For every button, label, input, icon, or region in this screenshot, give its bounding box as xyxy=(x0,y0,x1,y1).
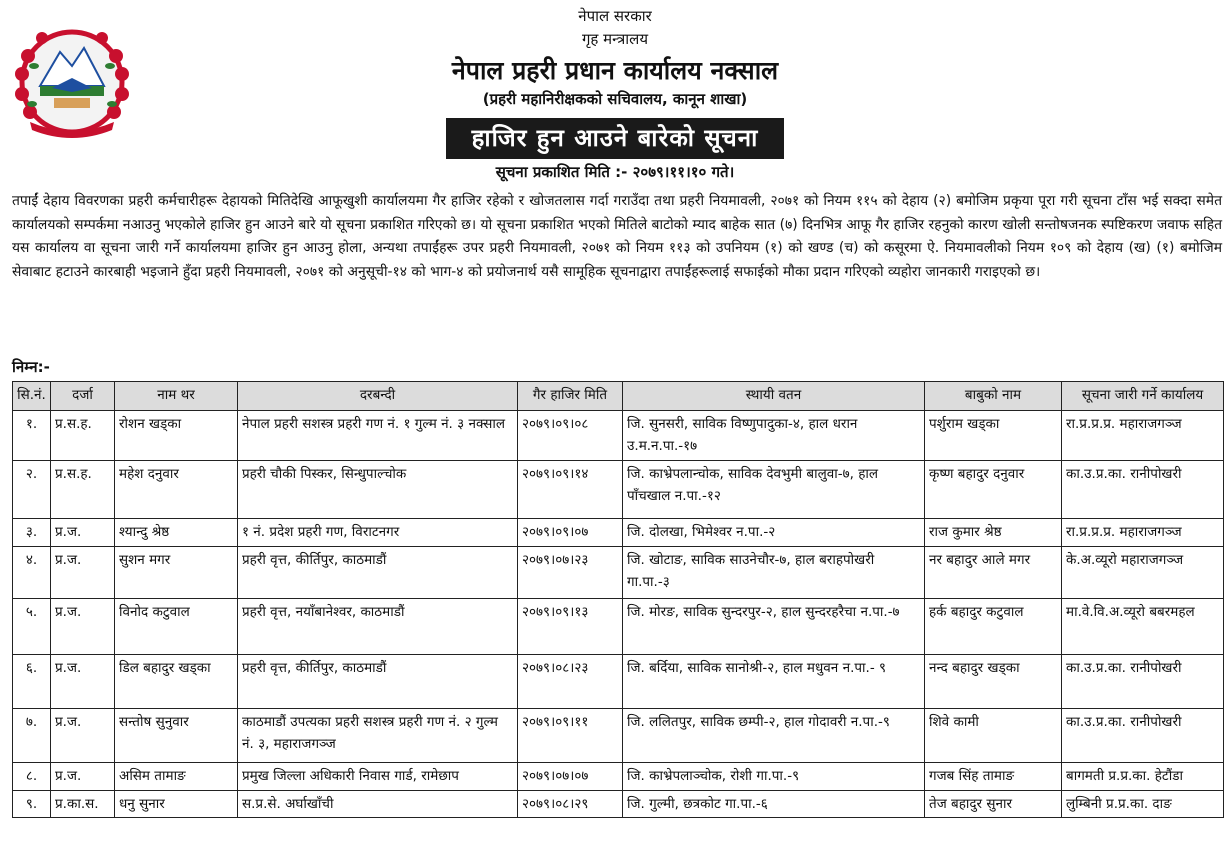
table-row xyxy=(13,461,1224,519)
cell-address: जि. सुनसरी, साविक विष्णुपादुका-४, हाल धरान उ.म.न.पा.-१७ xyxy=(623,411,925,461)
notice-body xyxy=(12,190,1222,284)
col-issuing-office: सूचना जारी गर्ने कार्यालय xyxy=(1062,382,1224,411)
cell-serial: ९. xyxy=(13,791,51,818)
cell-serial: ७. xyxy=(13,709,51,763)
cell-serial: २. xyxy=(13,461,51,519)
cell-absent-date: २०७९।०९।१३ xyxy=(518,599,623,655)
cell-issuing-office: मा.वे.वि.अ.व्यूरो बबरमहल xyxy=(1062,599,1224,655)
table-row xyxy=(13,547,1224,599)
cell-rank: प्र.ज. xyxy=(51,763,115,791)
cell-absent-date: २०७९।०८।२३ xyxy=(518,655,623,709)
table-row xyxy=(13,655,1224,709)
col-serial: सि.नं. xyxy=(13,382,51,411)
cell-father-name: नन्द बहादुर खड्का xyxy=(925,655,1062,709)
cell-name: महेश दनुवार xyxy=(115,461,238,519)
cell-serial: ८. xyxy=(13,763,51,791)
cell-posting: प्रहरी वृत्त, कीर्तिपुर, काठमाडौं xyxy=(238,547,518,599)
col-rank: दर्जा xyxy=(51,382,115,411)
cell-name: सुशन मगर xyxy=(115,547,238,599)
cell-issuing-office: का.उ.प्र.का. रानीपोखरी xyxy=(1062,655,1224,709)
cell-address: जि. खोटाङ, साविक साउनेचौर-७, हाल बराहपोखरी गा.पा.-३ xyxy=(623,547,925,599)
cell-father-name: तेज बहादुर सुनार xyxy=(925,791,1062,818)
cell-name: श्यान्दु श्रेष्ठ xyxy=(115,519,238,547)
cell-rank: प्र.ज. xyxy=(51,547,115,599)
cell-name: डिल बहादुर खड्का xyxy=(115,655,238,709)
table-row xyxy=(13,411,1224,461)
cell-posting: स.प्र.से. अर्घाखाँची xyxy=(238,791,518,818)
cell-rank: प्र.ज. xyxy=(51,519,115,547)
cell-rank: प्र.ज. xyxy=(51,599,115,655)
ministry-label: गृह मन्त्रालय xyxy=(581,30,649,48)
cell-father-name: हर्क बहादुर कटुवाल xyxy=(925,599,1062,655)
cell-absent-date: २०७९।०९।०८ xyxy=(518,411,623,461)
cell-serial: ५. xyxy=(13,599,51,655)
cell-posting: प्रहरी वृत्त, नयाँबानेश्वर, काठमाडौं xyxy=(238,599,518,655)
cell-address: जि. काभ्रेपलाञ्चोक, रोशी गा.पा.-९ xyxy=(623,763,925,791)
table-row xyxy=(13,763,1224,791)
cell-posting: १ नं. प्रदेश प्रहरी गण, विराटनगर xyxy=(238,519,518,547)
cell-rank: प्र.ज. xyxy=(51,709,115,763)
table-header-row xyxy=(13,382,1224,411)
office-title: नेपाल प्रहरी प्रधान कार्यालय नक्साल xyxy=(451,56,779,85)
table-row xyxy=(13,519,1224,547)
cell-address: जि. दोलखा, भिमेश्वर न.पा.-२ xyxy=(623,519,925,547)
col-father-name: बाबुको नाम xyxy=(925,382,1062,411)
cell-address: जि. ललितपुर, साविक छम्पी-२, हाल गोदावरी न.पा.-९ xyxy=(623,709,925,763)
cell-posting: काठमाडौं उपत्यका प्रहरी सशस्त्र प्रहरी गण नं. २ गुल्म नं. ३, महाराजगञ्ज xyxy=(238,709,518,763)
published-date: सूचना प्रकाशित मिति :- २०७९।११।१० गते। xyxy=(495,163,735,181)
cell-issuing-office: रा.प्र.प्र.प्र. महाराजगञ्ज xyxy=(1062,519,1224,547)
cell-name: असिम तामाङ xyxy=(115,763,238,791)
office-subtitle: (प्रहरी महानिरीक्षकको सचिवालय, कानून शाखा) xyxy=(482,90,748,108)
notice-title: हाजिर हुन आउने बारेको सूचना xyxy=(446,118,785,159)
notice-paragraph: तपाईं देहाय विवरणका प्रहरी कर्मचारीहरू देहायको मितिदेखि आफूखुशी कार्यालयमा गैर हाजिर रहेको र खोजतलास गर्दा गराउँदा तथा प्रहरी नियमावली, २०७१ को नियम ११५ को देहाय (२) बमोजिम प्रकृया पूरा गरी सूचना टाँस भई सक्दा समेत कार्यालयको सम्पर्कमा नआउनु भएकोले हाजिर हुन आउने बारे यो सूचना प्रकाशित गरिएको छ। यो सूचना प्रकाशित भएको मितिले बाटोको म्याद बाहेक सात (७) दिनभित्र आफू गैर हाजिर रहनुको कारण खोली सन्तोषजनक स्पष्टिकरण जवाफ सहित यस कार्यालय वा सूचना जारी गर्ने कार्यालयमा हाजिर हुन आउनु होला, अन्यथा तपाईंहरू उपर प्रहरी नियमावली, २०७१ को नियम ११३ को उपनियम (१) को खण्ड (च) को कसूरमा ऐ. नियमावलीको नियम १०९ को देहाय (ख) (१) बमोजिम सेवाबाट हटाउने कारबाही भइजाने हुँदा प्रहरी नियमावली, २०७१ को अनुसूची-१४ को भाग-४ को प्रयोजनार्थ यसै सामूहिक सूचनाद्वारा तपाईंहरूलाई सफाईको मौका प्रदान गरिएको व्यहोरा जानकारी गराइएको छ। xyxy=(12,193,1222,280)
cell-issuing-office: बागमती प्र.प्र.का. हेटौंडा xyxy=(1062,763,1224,791)
cell-absent-date: २०७९।०९।०७ xyxy=(518,519,623,547)
cell-serial: ४. xyxy=(13,547,51,599)
col-address: स्थायी वतन xyxy=(623,382,925,411)
cell-address: जि. मोरङ, साविक सुन्दरपुर-२, हाल सुन्दरहरैचा न.पा.-७ xyxy=(623,599,925,655)
cell-issuing-office: रा.प्र.प्र.प्र. महाराजगञ्ज xyxy=(1062,411,1224,461)
list-label: निम्न:- xyxy=(12,358,50,376)
cell-absent-date: २०७९।०७।२३ xyxy=(518,547,623,599)
cell-father-name: पर्शुराम खड्का xyxy=(925,411,1062,461)
cell-issuing-office: का.उ.प्र.का. रानीपोखरी xyxy=(1062,709,1224,763)
cell-rank: प्र.स.ह. xyxy=(51,461,115,519)
col-absent-date: गैर हाजिर मिति xyxy=(518,382,623,411)
notice-title-wrap xyxy=(0,118,1230,159)
cell-rank: प्र.स.ह. xyxy=(51,411,115,461)
cell-serial: ३. xyxy=(13,519,51,547)
cell-rank: प्र.का.स. xyxy=(51,791,115,818)
cell-father-name: नर बहादुर आले मगर xyxy=(925,547,1062,599)
cell-posting: प्रहरी चौकी पिस्कर, सिन्धुपाल्चोक xyxy=(238,461,518,519)
cell-issuing-office: लुम्बिनी प्र.प्र.का. दाङ xyxy=(1062,791,1224,818)
table-row xyxy=(13,791,1224,818)
cell-father-name: कृष्ण बहादुर दनुवार xyxy=(925,461,1062,519)
cell-absent-date: २०७९।०८।२९ xyxy=(518,791,623,818)
col-name: नाम थर xyxy=(115,382,238,411)
cell-name: सन्तोष सुनुवार xyxy=(115,709,238,763)
table-row xyxy=(13,709,1224,763)
cell-serial: ६. xyxy=(13,655,51,709)
cell-posting: प्रहरी वृत्त, कीर्तिपुर, काठमाडौं xyxy=(238,655,518,709)
cell-name: धनु सुनार xyxy=(115,791,238,818)
cell-posting: प्रमुख जिल्ला अधिकारी निवास गार्ड, रामेछाप xyxy=(238,763,518,791)
cell-father-name: गजब सिंह तामाङ xyxy=(925,763,1062,791)
government-label: नेपाल सरकार xyxy=(578,7,652,25)
cell-issuing-office: के.अ.व्यूरो महाराजगञ्ज xyxy=(1062,547,1224,599)
cell-rank: प्र.ज. xyxy=(51,655,115,709)
cell-address: जि. बर्दिया, साविक सानोश्री-२, हाल मधुवन न.पा.- ९ xyxy=(623,655,925,709)
cell-father-name: शिवे कामी xyxy=(925,709,1062,763)
table-row xyxy=(13,599,1224,655)
cell-absent-date: २०७९।०७।०७ xyxy=(518,763,623,791)
absentee-table xyxy=(12,381,1224,818)
cell-serial: १. xyxy=(13,411,51,461)
cell-issuing-office: का.उ.प्र.का. रानीपोखरी xyxy=(1062,461,1224,519)
cell-name: रोशन खड्का xyxy=(115,411,238,461)
cell-absent-date: २०७९।०९।१४ xyxy=(518,461,623,519)
cell-address: जि. काभ्रेपलान्चोक, साविक देवभुमी बालुवा-७, हाल पाँचखाल न.पा.-१२ xyxy=(623,461,925,519)
cell-address: जि. गुल्मी, छत्रकोट गा.पा.-६ xyxy=(623,791,925,818)
col-posting: दरबन्दी xyxy=(238,382,518,411)
cell-name: विनोद कटुवाल xyxy=(115,599,238,655)
cell-father-name: राज कुमार श्रेष्ठ xyxy=(925,519,1062,547)
cell-posting: नेपाल प्रहरी सशस्त्र प्रहरी गण नं. १ गुल्म नं. ३ नक्साल xyxy=(238,411,518,461)
cell-absent-date: २०७९।०९।११ xyxy=(518,709,623,763)
